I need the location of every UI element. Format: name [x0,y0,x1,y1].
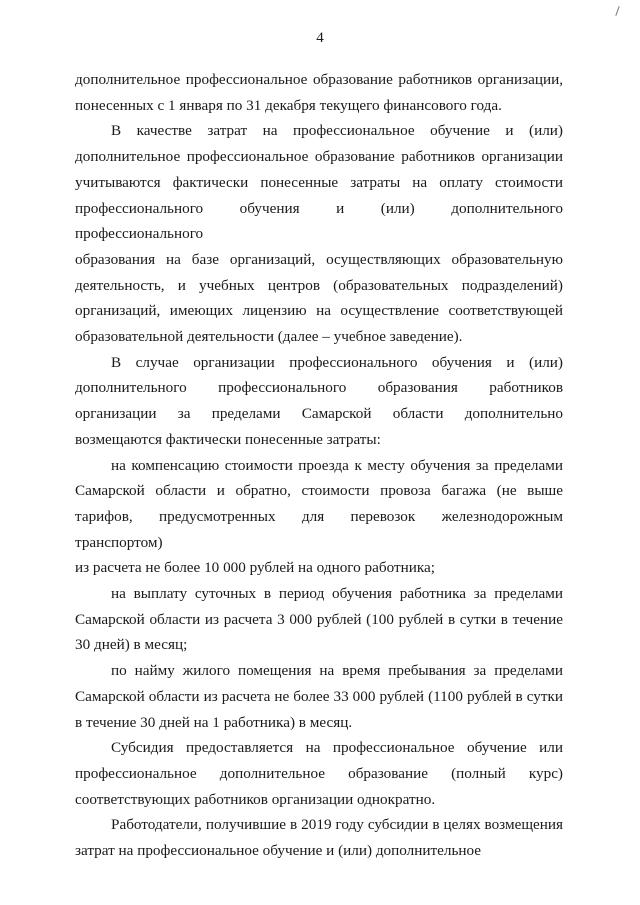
paragraph [75,581,563,658]
text-line: организации за пределами Самарской области дополнительно [75,405,563,423]
text-line: образования на базе организаций, осуществляющих образовательную [75,250,563,268]
page-number: 4 [316,30,324,46]
document-body [75,67,563,864]
text-line: профессиональное дополнительное образование (полный курс) [75,764,563,782]
text-line: Самарской области из расчета не более 33 000 рублей (1100 рублей в сутки [75,687,563,705]
paragraph [75,350,563,453]
text-line: соответствующих работников организации однократно. [75,790,436,808]
text-line: деятельность, и учебных центров (образовательных подразделений) [75,276,563,294]
paragraph [75,658,563,735]
text-line: затрат на профессиональное обучение и (или) дополнительное [75,842,482,860]
text-line: Самарской области и обратно, стоимости провоза багажа (не выше [75,482,563,500]
text-line: из расчета не более 10 000 рублей на одного работника; [75,559,435,577]
paragraph [75,67,563,118]
paragraph [75,453,563,582]
text-line: в течение 30 дней на 1 работника) в месяц. [75,713,353,731]
text-line: понесенных с 1 января по 31 декабря текущего финансового года. [75,96,502,114]
text-line: Самарской области из расчета 3 000 рублей (100 рублей в сутки в течение [75,610,563,628]
text-line: В случае организации профессионального обучения и (или) [111,353,563,371]
text-line: профессионального обучения и (или) дополнительного профессионального [75,199,563,243]
text-line: Работодатели, получившие в 2019 году субсидии в целях возмещения [111,816,563,834]
text-line: дополнительное профессиональное образование работников организации [75,148,563,166]
scan-mark [615,6,619,16]
paragraph [75,118,563,349]
text-line: возмещаются фактически понесенные затраты: [75,430,381,448]
text-line: 30 дней) в месяц; [75,636,188,654]
text-line: на компенсацию стоимости проезда к месту обучения за пределами [111,456,563,474]
text-line: образовательной деятельности (далее – учебное заведение). [75,328,463,346]
text-line: на выплату суточных в период обучения работника за пределами [111,585,563,603]
text-line: дополнительное профессиональное образование работников организации, [75,71,563,88]
paragraph [75,812,563,863]
text-line: тарифов, предусмотренных для перевозок железнодорожным транспортом) [75,507,563,551]
text-line: Субсидия предоставляется на профессиональное обучение или [111,739,563,757]
text-line: В качестве затрат на профессиональное обучение и (или) [111,122,563,140]
text-line: дополнительного профессионального образования работников [75,379,563,397]
text-line: учитываются фактически понесенные затраты на оплату стоимости [75,173,563,191]
paragraph [75,735,563,812]
text-line: организаций, имеющих лицензию на осуществление соответствующей [75,302,563,320]
text-line: по найму жилого помещения на время пребывания за пределами [111,662,563,680]
